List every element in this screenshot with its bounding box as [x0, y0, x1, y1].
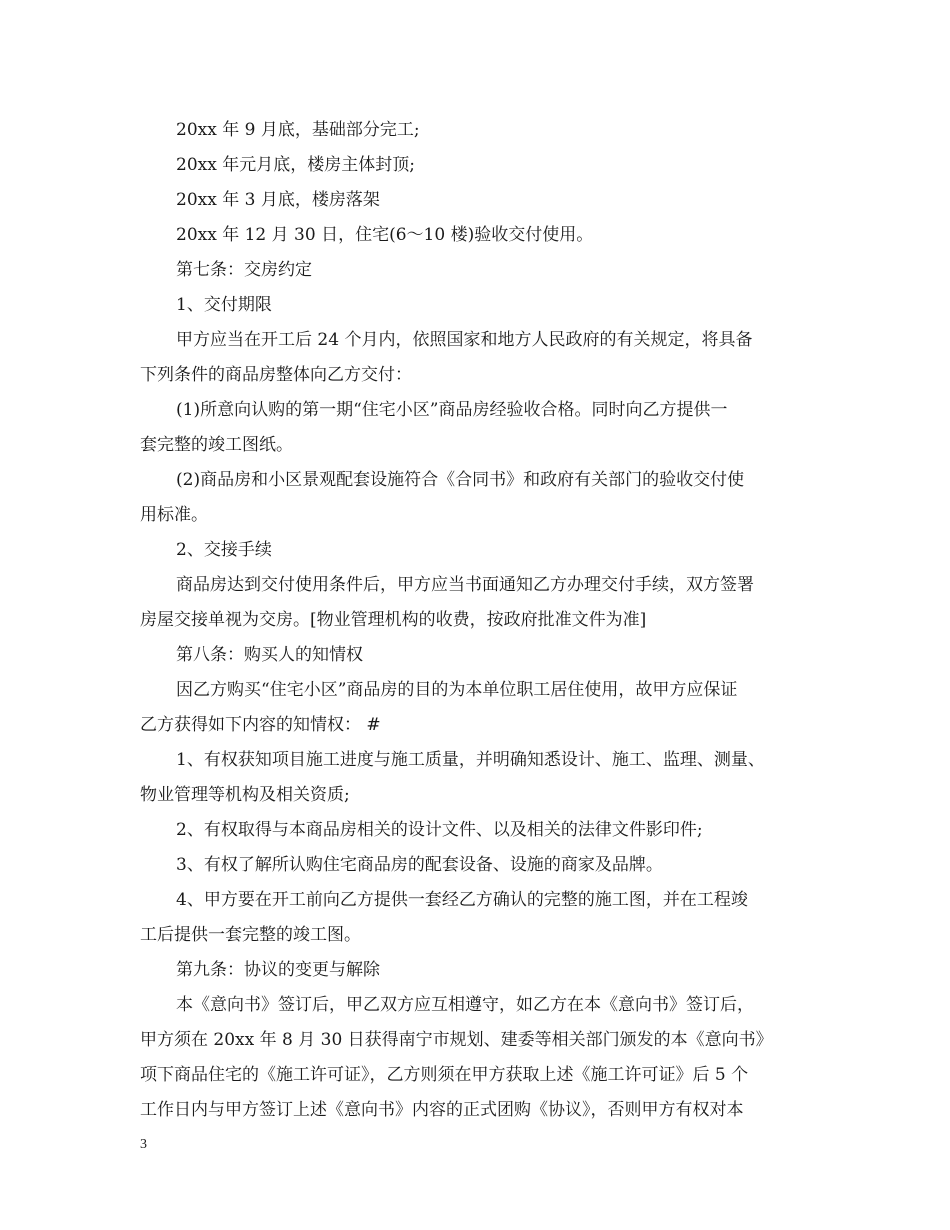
text-line: 20xx 年 3 月底，楼房落架 — [176, 190, 380, 210]
paragraph — [140, 848, 830, 883]
paragraph — [140, 568, 830, 638]
text-line: 第九条：协议的变更与解除 — [176, 960, 380, 980]
text-line: 项下商品住宅的《施工许可证》，乙方则须在甲方获取上述《施工许可证》后 5 个 — [140, 1065, 749, 1085]
paragraph — [140, 638, 830, 673]
paragraph — [140, 148, 830, 183]
paragraph — [140, 988, 830, 1128]
text-line: 下列条件的商品房整体向乙方交付： — [140, 365, 412, 385]
text-line: 因乙方购买“住宅小区”商品房的目的为本单位职工居住使用，故甲方应保证 — [176, 680, 738, 700]
text-line: 1、有权获知项目施工进度与施工质量，并明确知悉设计、施工、监理、测量、 — [176, 750, 765, 770]
paragraph — [140, 883, 830, 953]
text-line: 3、有权了解所认购住宅商品房的配套设备、设施的商家及品牌。 — [176, 855, 663, 875]
text-line: 商品房达到交付使用条件后，甲方应当书面通知乙方办理交付手续，双方签署 — [176, 575, 754, 595]
text-line: 工作日内与甲方签订上述《意向书》内容的正式团购《协议》，否则甲方有权对本 — [140, 1100, 744, 1120]
paragraph — [140, 218, 830, 253]
text-line: 20xx 年元月底，楼房主体封顶; — [176, 155, 415, 175]
paragraph — [140, 288, 830, 323]
paragraph — [140, 813, 830, 848]
paragraph — [140, 743, 830, 813]
text-line: 2、有权取得与本商品房相关的设计文件、以及相关的法律文件影印件; — [176, 820, 703, 840]
paragraph — [140, 393, 830, 463]
text-line: 1、交付期限 — [176, 295, 272, 315]
text-line: 物业管理等机构及相关资质; — [140, 785, 350, 805]
text-line: 第八条：购买人的知情权 — [176, 645, 363, 665]
page-number: 3 — [140, 1137, 147, 1152]
text-line: 20xx 年 9 月底，基础部分完工; — [176, 120, 420, 140]
text-line: 甲方须在 20xx 年 8 月 30 日获得南宁市规划、建委等相关部门颁发的本《意向书》 — [140, 1030, 773, 1050]
paragraph — [140, 323, 830, 393]
text-line: 本《意向书》签订后，甲乙双方应互相遵守，如乙方在本《意向书》签订后， — [176, 995, 754, 1015]
text-line: 套完整的竣工图纸。 — [140, 435, 293, 455]
paragraph — [140, 113, 830, 148]
text-line: 第七条：交房约定 — [176, 260, 312, 280]
text-line: 乙方获得如下内容的知情权： # — [140, 715, 381, 735]
text-line: (2)商品房和小区景观配套设施符合《合同书》和政府有关部门的验收交付使 — [176, 470, 745, 490]
document-body — [140, 113, 830, 1128]
text-line: 房屋交接单视为交房。[物业管理机构的收费，按政府批准文件为准] — [140, 610, 647, 630]
text-line: (1)所意向认购的第一期“住宅小区”商品房经验收合格。同时向乙方提供一 — [176, 400, 728, 420]
paragraph — [140, 253, 830, 288]
text-line: 2、交接手续 — [176, 540, 272, 560]
text-line: 用标准。 — [140, 505, 208, 525]
text-line: 4、甲方要在开工前向乙方提供一套经乙方确认的完整的施工图，并在工程竣 — [176, 890, 748, 910]
paragraph — [140, 953, 830, 988]
paragraph — [140, 183, 830, 218]
paragraph — [140, 463, 830, 533]
text-line: 工后提供一套完整的竣工图。 — [140, 925, 361, 945]
text-line: 20xx 年 12 月 30 日，住宅(6～10 楼)验收交付使用。 — [176, 225, 594, 245]
paragraph — [140, 673, 830, 743]
paragraph — [140, 533, 830, 568]
text-line: 甲方应当在开工后 24 个月内，依照国家和地方人民政府的有关规定，将具备 — [176, 330, 753, 350]
